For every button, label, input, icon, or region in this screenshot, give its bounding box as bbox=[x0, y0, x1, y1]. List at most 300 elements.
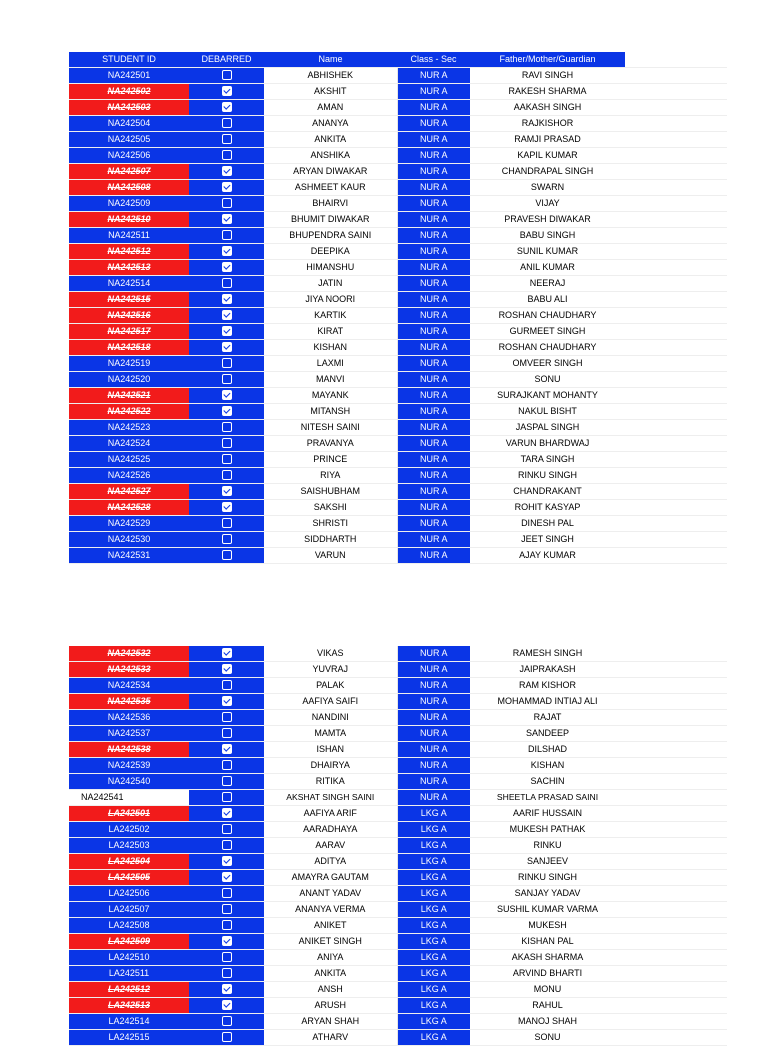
class-sec-cell[interactable]: NUR A bbox=[397, 742, 470, 758]
empty-cell[interactable] bbox=[625, 340, 727, 356]
debarred-cell[interactable] bbox=[189, 148, 264, 164]
name-cell[interactable]: RIYA bbox=[264, 468, 397, 484]
class-sec-cell[interactable]: LKG A bbox=[397, 806, 470, 822]
guardian-cell[interactable]: RAM KISHOR bbox=[470, 678, 625, 694]
empty-cell[interactable] bbox=[625, 196, 727, 212]
checkbox-checked-icon[interactable] bbox=[222, 406, 232, 416]
name-cell[interactable]: ASHMEET KAUR bbox=[264, 180, 397, 196]
student-id-cell[interactable]: NA242521 bbox=[69, 388, 189, 404]
name-cell[interactable]: SHRISTI bbox=[264, 516, 397, 532]
empty-cell[interactable] bbox=[625, 886, 727, 902]
student-id-cell[interactable]: NA242536 bbox=[69, 710, 189, 726]
empty-cell[interactable] bbox=[625, 662, 727, 678]
student-id-cell[interactable]: NA242505 bbox=[69, 132, 189, 148]
class-sec-cell[interactable]: LKG A bbox=[397, 998, 470, 1014]
debarred-cell[interactable] bbox=[189, 420, 264, 436]
guardian-cell[interactable]: MUKESH bbox=[470, 918, 625, 934]
debarred-cell[interactable] bbox=[189, 132, 264, 148]
debarred-cell[interactable] bbox=[189, 180, 264, 196]
name-cell[interactable]: PALAK bbox=[264, 678, 397, 694]
name-cell[interactable]: AKSHAT SINGH SAINI bbox=[264, 790, 397, 806]
guardian-cell[interactable]: MOHAMMAD INTIAJ ALI bbox=[470, 694, 625, 710]
class-sec-cell[interactable]: LKG A bbox=[397, 982, 470, 998]
student-id-cell[interactable]: NA242538 bbox=[69, 742, 189, 758]
student-id-cell[interactable]: NA242537 bbox=[69, 726, 189, 742]
empty-cell[interactable] bbox=[625, 308, 727, 324]
empty-cell[interactable] bbox=[625, 934, 727, 950]
guardian-cell[interactable]: RAJAT bbox=[470, 710, 625, 726]
student-id-cell[interactable]: NA242528 bbox=[69, 500, 189, 516]
guardian-cell[interactable]: KAPIL KUMAR bbox=[470, 148, 625, 164]
name-cell[interactable]: BHUMIT DIWAKAR bbox=[264, 212, 397, 228]
class-sec-cell[interactable]: NUR A bbox=[397, 726, 470, 742]
guardian-cell[interactable]: RAMJI PRASAD bbox=[470, 132, 625, 148]
guardian-cell[interactable]: RINKU bbox=[470, 838, 625, 854]
name-cell[interactable]: DEEPIKA bbox=[264, 244, 397, 260]
header-student-id[interactable]: STUDENT ID bbox=[69, 52, 189, 68]
guardian-cell[interactable]: ROSHAN CHAUDHARY bbox=[470, 308, 625, 324]
guardian-cell[interactable]: CHANDRAKANT bbox=[470, 484, 625, 500]
debarred-cell[interactable] bbox=[189, 662, 264, 678]
debarred-cell[interactable] bbox=[189, 260, 264, 276]
name-cell[interactable]: SAISHUBHAM bbox=[264, 484, 397, 500]
class-sec-cell[interactable]: LKG A bbox=[397, 950, 470, 966]
checkbox-unchecked-icon[interactable] bbox=[222, 534, 232, 544]
checkbox-unchecked-icon[interactable] bbox=[222, 952, 232, 962]
student-id-cell[interactable]: NA242516 bbox=[69, 308, 189, 324]
class-sec-cell[interactable]: LKG A bbox=[397, 934, 470, 950]
class-sec-cell[interactable]: LKG A bbox=[397, 870, 470, 886]
student-id-cell[interactable]: LA242509 bbox=[69, 934, 189, 950]
name-cell[interactable]: BHAIRVI bbox=[264, 196, 397, 212]
name-cell[interactable]: AARAV bbox=[264, 838, 397, 854]
debarred-cell[interactable] bbox=[189, 308, 264, 324]
name-cell[interactable]: RITIKA bbox=[264, 774, 397, 790]
empty-cell[interactable] bbox=[625, 548, 727, 564]
student-id-cell[interactable]: LA242515 bbox=[69, 1030, 189, 1046]
checkbox-checked-icon[interactable] bbox=[222, 182, 232, 192]
debarred-cell[interactable] bbox=[189, 452, 264, 468]
name-cell[interactable]: ADITYA bbox=[264, 854, 397, 870]
guardian-cell[interactable]: RAVI SINGH bbox=[470, 68, 625, 84]
name-cell[interactable]: KARTIK bbox=[264, 308, 397, 324]
class-sec-cell[interactable]: LKG A bbox=[397, 1030, 470, 1046]
class-sec-cell[interactable]: NUR A bbox=[397, 516, 470, 532]
checkbox-checked-icon[interactable] bbox=[222, 102, 232, 112]
guardian-cell[interactable]: OMVEER SINGH bbox=[470, 356, 625, 372]
checkbox-unchecked-icon[interactable] bbox=[222, 118, 232, 128]
name-cell[interactable]: KIRAT bbox=[264, 324, 397, 340]
student-id-cell[interactable]: LA242508 bbox=[69, 918, 189, 934]
class-sec-cell[interactable]: NUR A bbox=[397, 116, 470, 132]
debarred-cell[interactable] bbox=[189, 324, 264, 340]
debarred-cell[interactable] bbox=[189, 886, 264, 902]
checkbox-checked-icon[interactable] bbox=[222, 310, 232, 320]
empty-cell[interactable] bbox=[625, 982, 727, 998]
checkbox-checked-icon[interactable] bbox=[222, 856, 232, 866]
name-cell[interactable]: ARUSH bbox=[264, 998, 397, 1014]
empty-cell[interactable] bbox=[625, 356, 727, 372]
guardian-cell[interactable]: SONU bbox=[470, 1030, 625, 1046]
debarred-cell[interactable] bbox=[189, 84, 264, 100]
empty-cell[interactable] bbox=[625, 902, 727, 918]
guardian-cell[interactable]: VARUN BHARDWAJ bbox=[470, 436, 625, 452]
name-cell[interactable]: MAMTA bbox=[264, 726, 397, 742]
empty-cell[interactable] bbox=[625, 52, 727, 68]
class-sec-cell[interactable]: NUR A bbox=[397, 436, 470, 452]
guardian-cell[interactable]: SACHIN bbox=[470, 774, 625, 790]
name-cell[interactable]: AMAYRA GAUTAM bbox=[264, 870, 397, 886]
student-id-cell[interactable]: LA242506 bbox=[69, 886, 189, 902]
guardian-cell[interactable]: NEERAJ bbox=[470, 276, 625, 292]
class-sec-cell[interactable]: NUR A bbox=[397, 292, 470, 308]
debarred-cell[interactable] bbox=[189, 678, 264, 694]
guardian-cell[interactable]: RINKU SINGH bbox=[470, 870, 625, 886]
class-sec-cell[interactable]: LKG A bbox=[397, 854, 470, 870]
student-id-cell[interactable]: NA242506 bbox=[69, 148, 189, 164]
student-id-cell[interactable]: LA242502 bbox=[69, 822, 189, 838]
empty-cell[interactable] bbox=[625, 998, 727, 1014]
empty-cell[interactable] bbox=[625, 404, 727, 420]
class-sec-cell[interactable]: NUR A bbox=[397, 196, 470, 212]
name-cell[interactable]: AKSHIT bbox=[264, 84, 397, 100]
name-cell[interactable]: AAFIYA ARIF bbox=[264, 806, 397, 822]
checkbox-unchecked-icon[interactable] bbox=[222, 70, 232, 80]
student-id-cell[interactable]: NA242533 bbox=[69, 662, 189, 678]
debarred-cell[interactable] bbox=[189, 822, 264, 838]
class-sec-cell[interactable]: NUR A bbox=[397, 164, 470, 180]
class-sec-cell[interactable]: NUR A bbox=[397, 308, 470, 324]
student-id-cell[interactable]: NA242534 bbox=[69, 678, 189, 694]
guardian-cell[interactable]: SANDEEP bbox=[470, 726, 625, 742]
debarred-cell[interactable] bbox=[189, 902, 264, 918]
name-cell[interactable]: ANANYA bbox=[264, 116, 397, 132]
debarred-cell[interactable] bbox=[189, 918, 264, 934]
class-sec-cell[interactable]: NUR A bbox=[397, 388, 470, 404]
class-sec-cell[interactable]: NUR A bbox=[397, 452, 470, 468]
student-id-cell[interactable]: NA242513 bbox=[69, 260, 189, 276]
class-sec-cell[interactable]: NUR A bbox=[397, 132, 470, 148]
guardian-cell[interactable]: RAJKISHOR bbox=[470, 116, 625, 132]
guardian-cell[interactable]: SONU bbox=[470, 372, 625, 388]
debarred-cell[interactable] bbox=[189, 468, 264, 484]
debarred-cell[interactable] bbox=[189, 548, 264, 564]
name-cell[interactable]: DHAIRYA bbox=[264, 758, 397, 774]
header-class-sec[interactable]: Class - Sec bbox=[397, 52, 470, 68]
empty-cell[interactable] bbox=[625, 854, 727, 870]
empty-cell[interactable] bbox=[625, 918, 727, 934]
debarred-cell[interactable] bbox=[189, 436, 264, 452]
checkbox-checked-icon[interactable] bbox=[222, 214, 232, 224]
checkbox-unchecked-icon[interactable] bbox=[222, 920, 232, 930]
guardian-cell[interactable]: AJAY KUMAR bbox=[470, 548, 625, 564]
name-cell[interactable]: MANVI bbox=[264, 372, 397, 388]
guardian-cell[interactable]: SWARN bbox=[470, 180, 625, 196]
class-sec-cell[interactable]: NUR A bbox=[397, 500, 470, 516]
class-sec-cell[interactable]: NUR A bbox=[397, 758, 470, 774]
class-sec-cell[interactable]: NUR A bbox=[397, 646, 470, 662]
checkbox-unchecked-icon[interactable] bbox=[222, 550, 232, 560]
name-cell[interactable]: ANIYA bbox=[264, 950, 397, 966]
checkbox-checked-icon[interactable] bbox=[222, 86, 232, 96]
debarred-cell[interactable] bbox=[189, 100, 264, 116]
debarred-cell[interactable] bbox=[189, 774, 264, 790]
checkbox-unchecked-icon[interactable] bbox=[222, 680, 232, 690]
name-cell[interactable]: SAKSHI bbox=[264, 500, 397, 516]
checkbox-checked-icon[interactable] bbox=[222, 246, 232, 256]
student-id-cell[interactable]: NA242515 bbox=[69, 292, 189, 308]
class-sec-cell[interactable]: NUR A bbox=[397, 710, 470, 726]
checkbox-checked-icon[interactable] bbox=[222, 1000, 232, 1010]
student-id-cell[interactable]: NA242522 bbox=[69, 404, 189, 420]
checkbox-unchecked-icon[interactable] bbox=[222, 1032, 232, 1042]
checkbox-unchecked-icon[interactable] bbox=[222, 454, 232, 464]
debarred-cell[interactable] bbox=[189, 742, 264, 758]
debarred-cell[interactable] bbox=[189, 758, 264, 774]
class-sec-cell[interactable]: NUR A bbox=[397, 228, 470, 244]
student-id-cell[interactable]: NA242529 bbox=[69, 516, 189, 532]
empty-cell[interactable] bbox=[625, 420, 727, 436]
checkbox-unchecked-icon[interactable] bbox=[222, 470, 232, 480]
name-cell[interactable]: PRINCE bbox=[264, 452, 397, 468]
checkbox-unchecked-icon[interactable] bbox=[222, 134, 232, 144]
empty-cell[interactable] bbox=[625, 694, 727, 710]
empty-cell[interactable] bbox=[625, 742, 727, 758]
name-cell[interactable]: PRAVANYA bbox=[264, 436, 397, 452]
empty-cell[interactable] bbox=[625, 710, 727, 726]
debarred-cell[interactable] bbox=[189, 710, 264, 726]
student-id-cell[interactable]: NA242509 bbox=[69, 196, 189, 212]
guardian-cell[interactable]: RAKESH SHARMA bbox=[470, 84, 625, 100]
empty-cell[interactable] bbox=[625, 838, 727, 854]
checkbox-unchecked-icon[interactable] bbox=[222, 198, 232, 208]
student-id-cell[interactable]: LA242503 bbox=[69, 838, 189, 854]
debarred-cell[interactable] bbox=[189, 646, 264, 662]
student-id-cell[interactable]: LA242501 bbox=[69, 806, 189, 822]
guardian-cell[interactable]: SANJAY YADAV bbox=[470, 886, 625, 902]
empty-cell[interactable] bbox=[625, 500, 727, 516]
class-sec-cell[interactable]: LKG A bbox=[397, 902, 470, 918]
debarred-cell[interactable] bbox=[189, 998, 264, 1014]
class-sec-cell[interactable]: LKG A bbox=[397, 838, 470, 854]
student-id-cell[interactable]: NA242514 bbox=[69, 276, 189, 292]
debarred-cell[interactable] bbox=[189, 516, 264, 532]
empty-cell[interactable] bbox=[625, 966, 727, 982]
empty-cell[interactable] bbox=[625, 870, 727, 886]
checkbox-checked-icon[interactable] bbox=[222, 696, 232, 706]
class-sec-cell[interactable]: LKG A bbox=[397, 1014, 470, 1030]
guardian-cell[interactable]: DILSHAD bbox=[470, 742, 625, 758]
guardian-cell[interactable]: JEET SINGH bbox=[470, 532, 625, 548]
student-id-cell[interactable]: NA242508 bbox=[69, 180, 189, 196]
empty-cell[interactable] bbox=[625, 372, 727, 388]
checkbox-checked-icon[interactable] bbox=[222, 648, 232, 658]
student-id-cell[interactable]: NA242501 bbox=[69, 68, 189, 84]
debarred-cell[interactable] bbox=[189, 790, 264, 806]
empty-cell[interactable] bbox=[625, 484, 727, 500]
checkbox-unchecked-icon[interactable] bbox=[222, 824, 232, 834]
empty-cell[interactable] bbox=[625, 148, 727, 164]
checkbox-unchecked-icon[interactable] bbox=[222, 422, 232, 432]
checkbox-checked-icon[interactable] bbox=[222, 744, 232, 754]
student-id-cell[interactable]: NA242525 bbox=[69, 452, 189, 468]
checkbox-checked-icon[interactable] bbox=[222, 262, 232, 272]
checkbox-checked-icon[interactable] bbox=[222, 390, 232, 400]
empty-cell[interactable] bbox=[625, 436, 727, 452]
checkbox-unchecked-icon[interactable] bbox=[222, 904, 232, 914]
debarred-cell[interactable] bbox=[189, 838, 264, 854]
student-id-cell[interactable]: NA242530 bbox=[69, 532, 189, 548]
class-sec-cell[interactable]: NUR A bbox=[397, 180, 470, 196]
name-cell[interactable]: ANANT YADAV bbox=[264, 886, 397, 902]
checkbox-unchecked-icon[interactable] bbox=[222, 968, 232, 978]
checkbox-checked-icon[interactable] bbox=[222, 326, 232, 336]
debarred-cell[interactable] bbox=[189, 694, 264, 710]
checkbox-checked-icon[interactable] bbox=[222, 502, 232, 512]
class-sec-cell[interactable]: NUR A bbox=[397, 790, 470, 806]
empty-cell[interactable] bbox=[625, 324, 727, 340]
student-id-cell[interactable]: NA242510 bbox=[69, 212, 189, 228]
student-id-cell[interactable]: LA242513 bbox=[69, 998, 189, 1014]
debarred-cell[interactable] bbox=[189, 806, 264, 822]
debarred-cell[interactable] bbox=[189, 950, 264, 966]
checkbox-unchecked-icon[interactable] bbox=[222, 776, 232, 786]
empty-cell[interactable] bbox=[625, 164, 727, 180]
student-id-cell[interactable]: NA242523 bbox=[69, 420, 189, 436]
class-sec-cell[interactable]: NUR A bbox=[397, 420, 470, 436]
student-id-cell[interactable]: NA242512 bbox=[69, 244, 189, 260]
checkbox-checked-icon[interactable] bbox=[222, 808, 232, 818]
student-id-cell[interactable]: LA242507 bbox=[69, 902, 189, 918]
empty-cell[interactable] bbox=[625, 452, 727, 468]
guardian-cell[interactable]: GURMEET SINGH bbox=[470, 324, 625, 340]
student-id-cell[interactable]: NA242503 bbox=[69, 100, 189, 116]
guardian-cell[interactable]: RINKU SINGH bbox=[470, 468, 625, 484]
guardian-cell[interactable]: ROHIT KASYAP bbox=[470, 500, 625, 516]
name-cell[interactable]: NANDINI bbox=[264, 710, 397, 726]
student-id-cell[interactable]: NA242539 bbox=[69, 758, 189, 774]
name-cell[interactable]: ANKITA bbox=[264, 966, 397, 982]
empty-cell[interactable] bbox=[625, 806, 727, 822]
debarred-cell[interactable] bbox=[189, 966, 264, 982]
class-sec-cell[interactable]: NUR A bbox=[397, 340, 470, 356]
guardian-cell[interactable]: JASPAL SINGH bbox=[470, 420, 625, 436]
empty-cell[interactable] bbox=[625, 1030, 727, 1046]
name-cell[interactable]: ANSHIKA bbox=[264, 148, 397, 164]
guardian-cell[interactable]: NAKUL BISHT bbox=[470, 404, 625, 420]
student-id-cell[interactable]: NA242524 bbox=[69, 436, 189, 452]
guardian-cell[interactable]: TARA SINGH bbox=[470, 452, 625, 468]
debarred-cell[interactable] bbox=[189, 726, 264, 742]
class-sec-cell[interactable]: NUR A bbox=[397, 484, 470, 500]
class-sec-cell[interactable]: NUR A bbox=[397, 532, 470, 548]
class-sec-cell[interactable]: NUR A bbox=[397, 678, 470, 694]
guardian-cell[interactable]: MONU bbox=[470, 982, 625, 998]
checkbox-unchecked-icon[interactable] bbox=[222, 358, 232, 368]
student-id-cell[interactable]: NA242517 bbox=[69, 324, 189, 340]
name-cell[interactable]: YUVRAJ bbox=[264, 662, 397, 678]
checkbox-checked-icon[interactable] bbox=[222, 342, 232, 352]
class-sec-cell[interactable]: NUR A bbox=[397, 356, 470, 372]
class-sec-cell[interactable]: NUR A bbox=[397, 404, 470, 420]
empty-cell[interactable] bbox=[625, 388, 727, 404]
name-cell[interactable]: MAYANK bbox=[264, 388, 397, 404]
class-sec-cell[interactable]: NUR A bbox=[397, 548, 470, 564]
student-id-cell[interactable]: NA242526 bbox=[69, 468, 189, 484]
class-sec-cell[interactable]: NUR A bbox=[397, 468, 470, 484]
student-id-cell[interactable]: LA242505 bbox=[69, 870, 189, 886]
debarred-cell[interactable] bbox=[189, 356, 264, 372]
empty-cell[interactable] bbox=[625, 132, 727, 148]
debarred-cell[interactable] bbox=[189, 228, 264, 244]
guardian-cell[interactable]: AAKASH SINGH bbox=[470, 100, 625, 116]
debarred-cell[interactable] bbox=[189, 484, 264, 500]
debarred-cell[interactable] bbox=[189, 212, 264, 228]
guardian-cell[interactable]: VIJAY bbox=[470, 196, 625, 212]
guardian-cell[interactable]: AARIF HUSSAIN bbox=[470, 806, 625, 822]
student-id-cell[interactable]: NA242511 bbox=[69, 228, 189, 244]
guardian-cell[interactable]: BABU ALI bbox=[470, 292, 625, 308]
name-cell[interactable]: VIKAS bbox=[264, 646, 397, 662]
debarred-cell[interactable] bbox=[189, 1030, 264, 1046]
debarred-cell[interactable] bbox=[189, 196, 264, 212]
student-id-cell[interactable]: LA242512 bbox=[69, 982, 189, 998]
empty-cell[interactable] bbox=[625, 516, 727, 532]
empty-cell[interactable] bbox=[625, 292, 727, 308]
guardian-cell[interactable]: BABU SINGH bbox=[470, 228, 625, 244]
checkbox-unchecked-icon[interactable] bbox=[222, 760, 232, 770]
name-cell[interactable]: MITANSH bbox=[264, 404, 397, 420]
checkbox-unchecked-icon[interactable] bbox=[222, 518, 232, 528]
empty-cell[interactable] bbox=[625, 468, 727, 484]
guardian-cell[interactable]: MUKESH PATHAK bbox=[470, 822, 625, 838]
class-sec-cell[interactable]: NUR A bbox=[397, 662, 470, 678]
debarred-cell[interactable] bbox=[189, 68, 264, 84]
class-sec-cell[interactable]: NUR A bbox=[397, 276, 470, 292]
checkbox-checked-icon[interactable] bbox=[222, 166, 232, 176]
student-id-cell[interactable]: NA242527 bbox=[69, 484, 189, 500]
debarred-cell[interactable] bbox=[189, 372, 264, 388]
name-cell[interactable]: LAXMI bbox=[264, 356, 397, 372]
header-guardian[interactable]: Father/Mother/Guardian bbox=[470, 52, 625, 68]
checkbox-unchecked-icon[interactable] bbox=[222, 1016, 232, 1026]
name-cell[interactable]: AMAN bbox=[264, 100, 397, 116]
guardian-cell[interactable]: PRAVESH DIWAKAR bbox=[470, 212, 625, 228]
empty-cell[interactable] bbox=[625, 68, 727, 84]
student-id-cell[interactable]: NA242531 bbox=[69, 548, 189, 564]
checkbox-unchecked-icon[interactable] bbox=[222, 712, 232, 722]
name-cell[interactable]: ISHAN bbox=[264, 742, 397, 758]
empty-cell[interactable] bbox=[625, 678, 727, 694]
checkbox-checked-icon[interactable] bbox=[222, 664, 232, 674]
checkbox-checked-icon[interactable] bbox=[222, 984, 232, 994]
student-id-cell[interactable]: LA242514 bbox=[69, 1014, 189, 1030]
debarred-cell[interactable] bbox=[189, 854, 264, 870]
guardian-cell[interactable]: SURAJKANT MOHANTY bbox=[470, 388, 625, 404]
checkbox-unchecked-icon[interactable] bbox=[222, 438, 232, 448]
empty-cell[interactable] bbox=[625, 774, 727, 790]
guardian-cell[interactable]: KISHAN bbox=[470, 758, 625, 774]
empty-cell[interactable] bbox=[625, 1014, 727, 1030]
name-cell[interactable]: AARADHAYA bbox=[264, 822, 397, 838]
student-id-cell[interactable]: NA242520 bbox=[69, 372, 189, 388]
class-sec-cell[interactable]: NUR A bbox=[397, 100, 470, 116]
empty-cell[interactable] bbox=[625, 244, 727, 260]
debarred-cell[interactable] bbox=[189, 116, 264, 132]
name-cell[interactable]: SIDDHARTH bbox=[264, 532, 397, 548]
checkbox-unchecked-icon[interactable] bbox=[222, 150, 232, 160]
name-cell[interactable]: AAFIYA SAIFI bbox=[264, 694, 397, 710]
